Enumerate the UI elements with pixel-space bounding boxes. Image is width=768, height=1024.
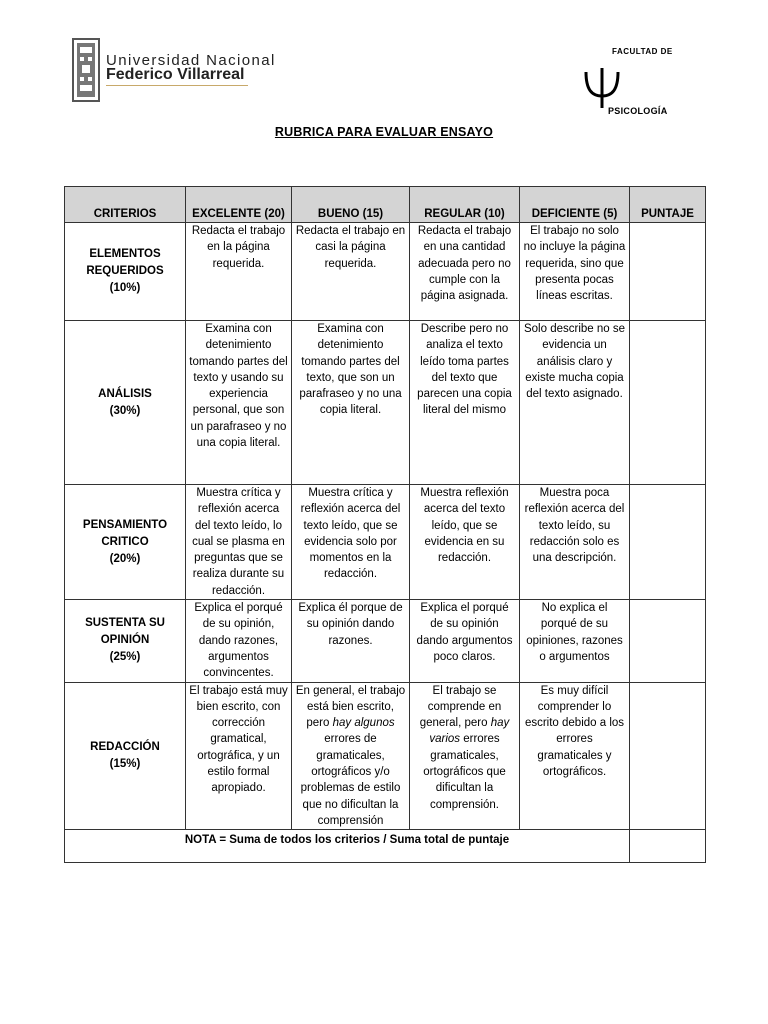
nota-text: NOTA = Suma de todos los criterios / Suma total de puntaje xyxy=(184,834,510,847)
header-puntaje: PUNTAJE xyxy=(630,187,706,223)
puntaje-cell xyxy=(630,600,706,682)
faculty-name: PSICOLOGÍA xyxy=(608,106,668,116)
regular-text-start: El trabajo se comprende en general, pero xyxy=(419,684,502,730)
excelente-cell: El trabajo está muy bien escrito, con corrección gramatical, ortográfica, y un estilo formal apropiado. xyxy=(186,682,292,830)
bueno-text-start: En general, el trabajo está bien escrito, pero xyxy=(295,684,406,730)
bueno-cell: Muestra crítica y reflexión acerca del texto leído, que se evidencia solo por momentos en la redacción. xyxy=(292,485,410,600)
university-name-line1: Universidad Nacional xyxy=(106,52,276,69)
header-deficiente: DEFICIENTE (5) xyxy=(520,187,630,223)
table-row xyxy=(65,682,706,830)
puntaje-cell xyxy=(630,223,706,321)
bueno-text-end: errores de gramaticales, ortográficos y/o problemas de estilo que no dificultan la comprensión xyxy=(300,733,401,827)
regular-text-end: errores gramaticales, ortográficos que dificultan la comprensión. xyxy=(423,733,506,811)
psi-icon xyxy=(582,66,622,110)
regular-cell: Muestra reflexión acerca del texto leído, que se evidencia en su redacción. xyxy=(410,485,520,600)
regular-cell: Explica el porqué de su opinión dando argumentos poco claros. xyxy=(410,600,520,682)
bueno-cell: Explica él porque de su opinión dando razones. xyxy=(292,600,410,682)
criterion-name: PENSAMIENTO CRITICO xyxy=(82,518,168,548)
criterion-cell xyxy=(65,682,186,830)
criterion-name: ANÁLISIS xyxy=(98,387,152,400)
document-title: RUBRICA PARA EVALUAR ENSAYO xyxy=(274,125,494,139)
header-regular: REGULAR (10) xyxy=(410,187,520,223)
criterion-cell xyxy=(65,600,186,682)
criterion-name: REDACCIÓN xyxy=(90,740,160,753)
header-bueno: BUENO (15) xyxy=(292,187,410,223)
puntaje-cell xyxy=(630,321,706,485)
criterion-cell xyxy=(65,223,186,321)
table-row xyxy=(65,600,706,682)
deficiente-cell: Es muy difícil comprender lo escrito debido a los errores gramaticales y ortográficos. xyxy=(520,682,630,830)
table-nota-row xyxy=(65,830,706,863)
criterion-weight: (25%) xyxy=(109,651,141,664)
nota-cell xyxy=(65,830,630,863)
bueno-cell: Redacta el trabajo en casi la página requerida. xyxy=(292,223,410,321)
criterion-name: ELEMENTOS REQUERIDOS xyxy=(86,248,164,277)
criterion-cell xyxy=(65,485,186,600)
criterion-weight: (15%) xyxy=(109,757,141,770)
excelente-cell: Examina con detenimiento tomando partes del texto y usando su experiencia personal, que son un parafraseo y no una copia literal. xyxy=(186,321,292,485)
criterion-weight: (30%) xyxy=(109,404,141,417)
table-row xyxy=(65,321,706,485)
university-logo xyxy=(72,38,276,102)
deficiente-cell: Muestra poca reflexión acerca del texto leído, su redacción solo es una descripción. xyxy=(520,485,630,600)
excelente-cell: Muestra crítica y reflexión acerca del texto leído, lo cual se plasma en preguntas que se realiza durante su redacción. xyxy=(186,485,292,600)
bueno-cell xyxy=(292,682,410,830)
header-excelente: EXCELENTE (20) xyxy=(186,187,292,223)
bueno-cell: Examina con detenimiento tomando partes del texto, que son un parafraseo y no una copia literal. xyxy=(292,321,410,485)
bueno-text-emphasis: hay algunos xyxy=(332,717,395,730)
excelente-cell: Redacta el trabajo en la página requerida. xyxy=(186,223,292,321)
deficiente-cell: Solo describe no se evidencia un análisis claro y existe mucha copia del texto asignado. xyxy=(520,321,630,485)
regular-cell xyxy=(410,682,520,830)
university-name-line2: Federico Villarreal xyxy=(106,66,245,83)
criterion-cell xyxy=(65,321,186,485)
faculty-label: FACULTAD DE xyxy=(612,47,673,56)
puntaje-cell xyxy=(630,485,706,600)
criterion-name: SUSTENTA SU OPINIÓN xyxy=(85,617,165,647)
regular-text-emphasis: hay varios xyxy=(429,717,510,746)
puntaje-cell xyxy=(630,682,706,830)
university-underline xyxy=(106,85,248,86)
header-criterios: CRITERIOS xyxy=(65,187,186,223)
nota-puntaje-cell xyxy=(630,830,706,863)
criterion-weight: (20%) xyxy=(109,552,141,565)
criterion-weight: (10%) xyxy=(109,282,141,294)
university-crest-icon xyxy=(72,38,100,102)
table-row xyxy=(65,485,706,600)
regular-cell: Redacta el trabajo en una cantidad adecuada pero no cumple con la página asignada. xyxy=(410,223,520,321)
rubric-table xyxy=(64,186,706,863)
excelente-cell: Explica el porqué de su opinión, dando razones, argumentos convincentes. xyxy=(186,600,292,682)
deficiente-cell: El trabajo no solo no incluye la página requerida, sino que presenta pocas líneas escritas. xyxy=(520,223,630,321)
deficiente-cell: No explica el porqué de su opiniones, razones o argumentos xyxy=(520,600,630,682)
regular-cell: Describe pero no analiza el texto leído toma partes del texto que parecen una copia literal del mismo xyxy=(410,321,520,485)
table-row xyxy=(65,223,706,321)
table-header-row xyxy=(65,187,706,223)
faculty-logo xyxy=(560,40,710,120)
